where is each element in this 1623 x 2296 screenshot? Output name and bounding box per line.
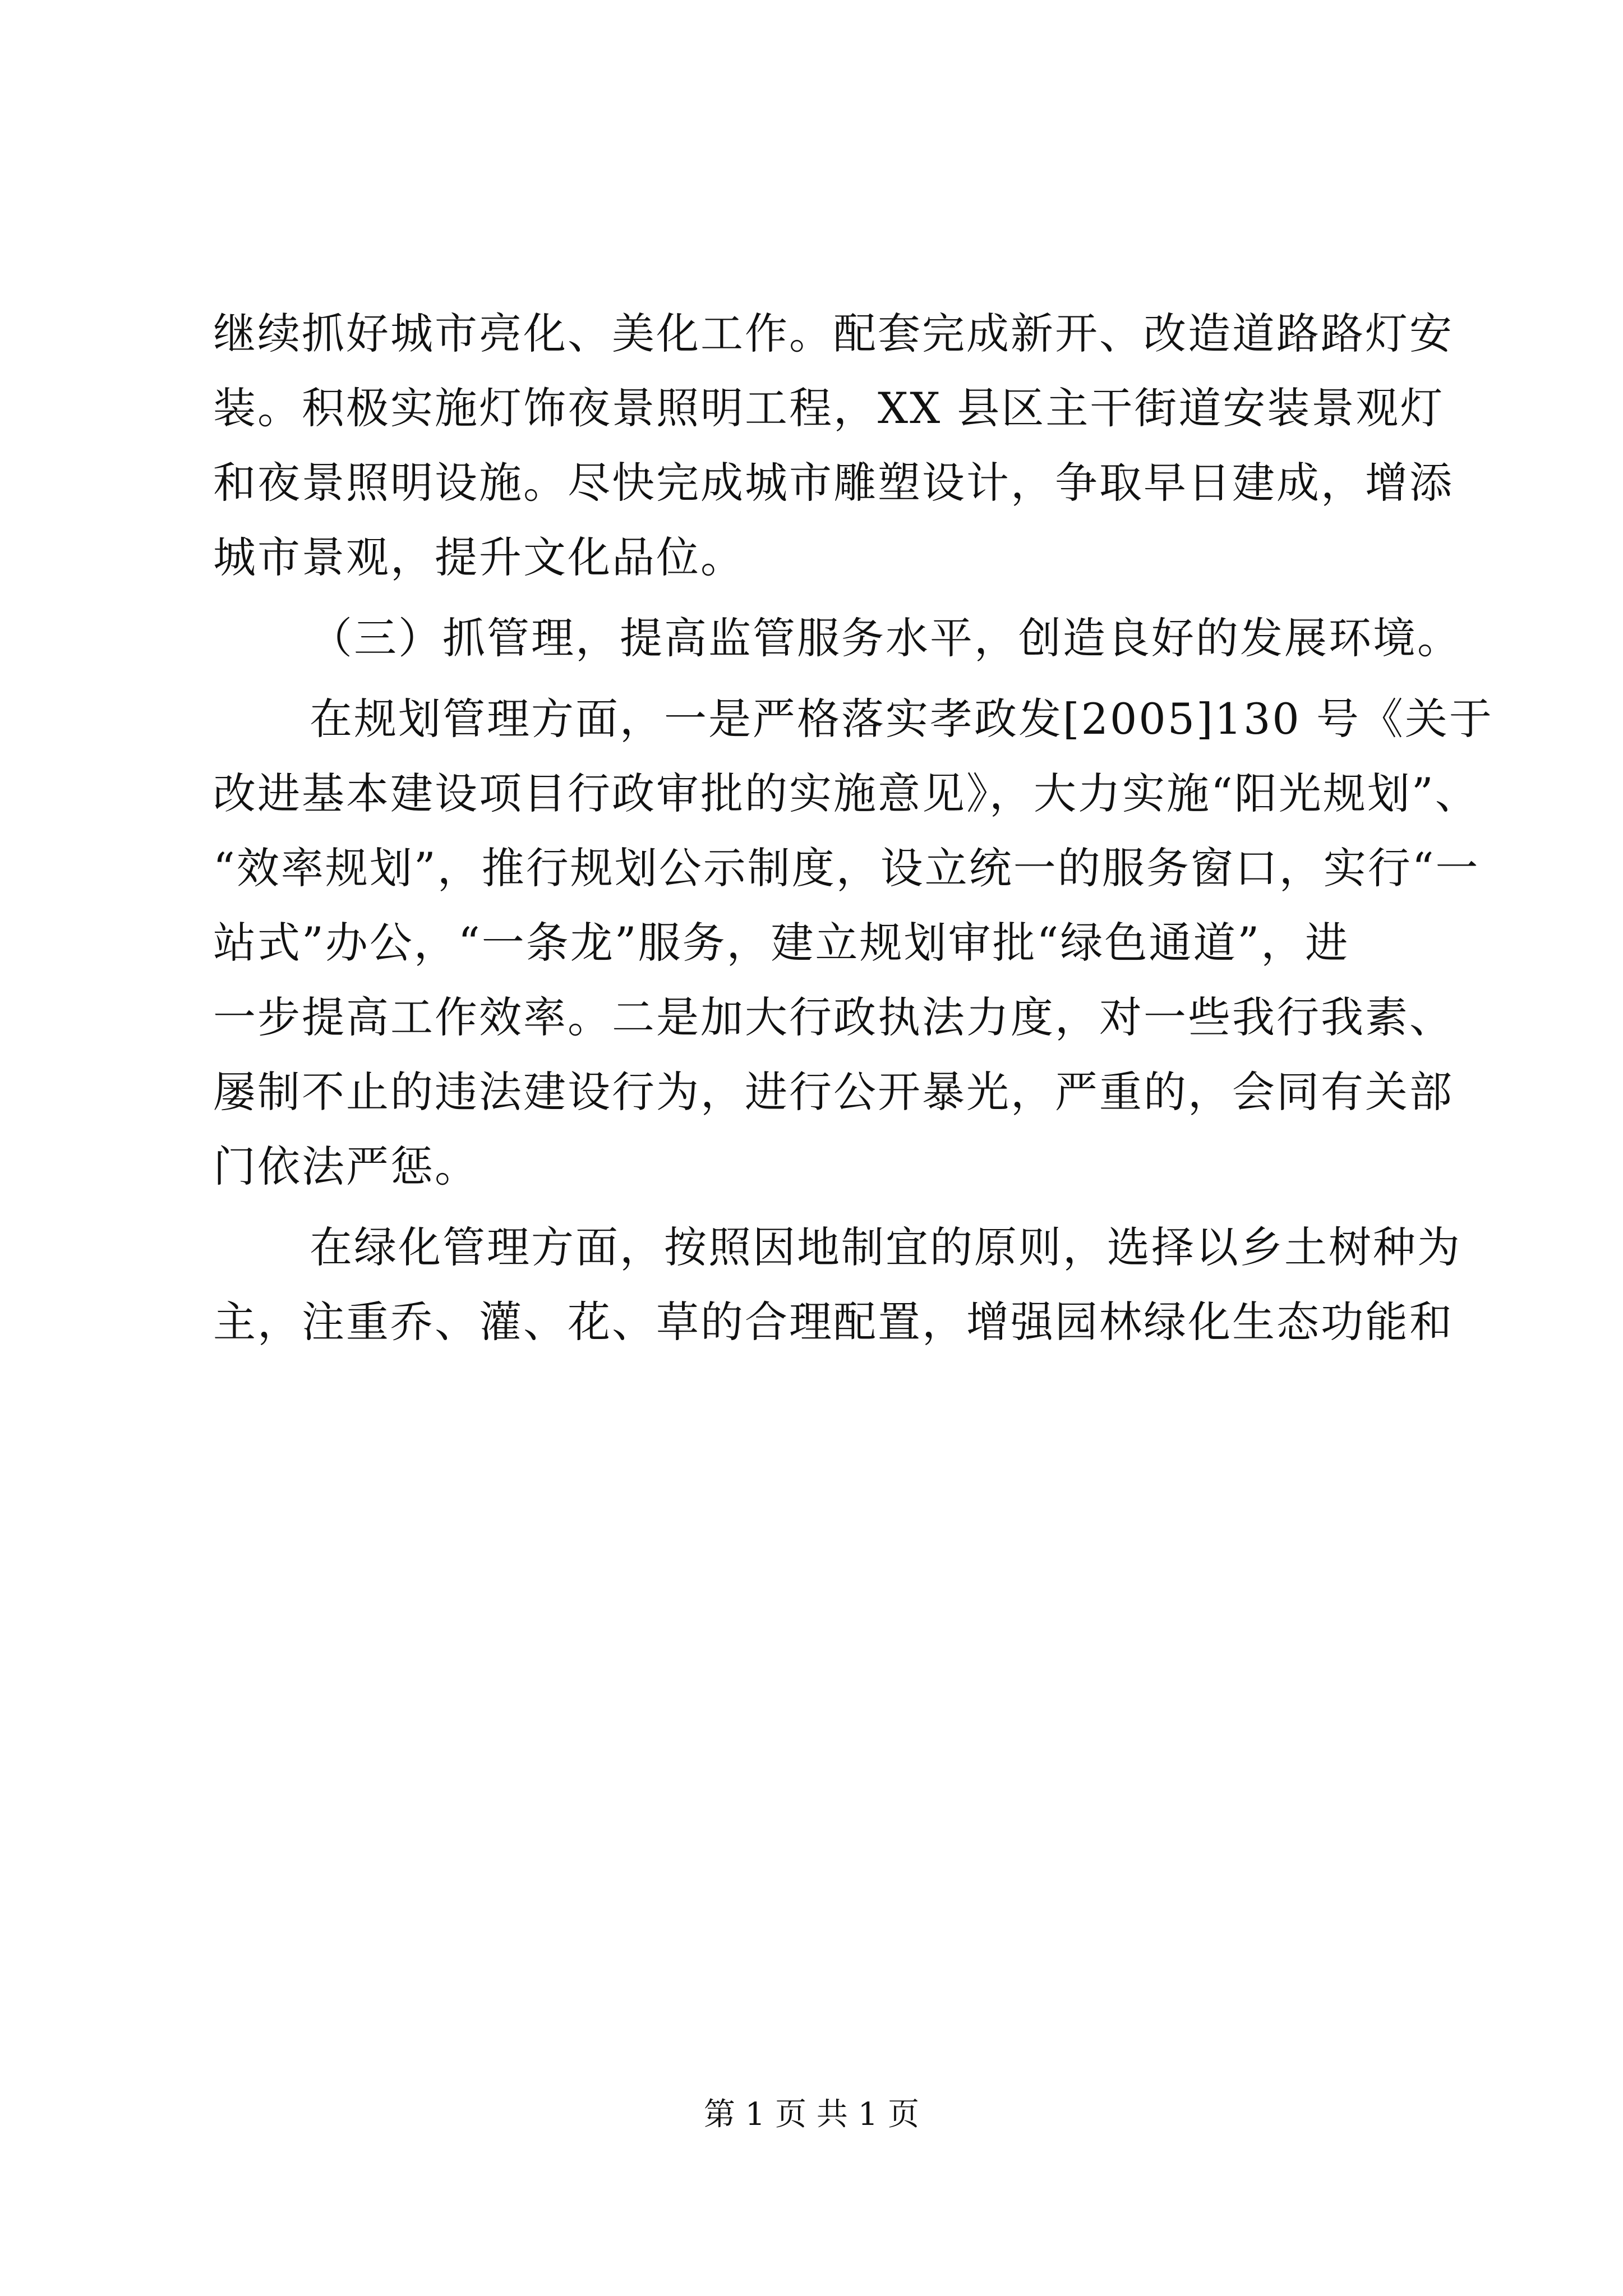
paragraph-line: 主，注重乔、灌、花、草的合理配置，增强园林绿化生态功能和	[213, 1297, 1454, 1347]
paragraph-line: “效率规划”，推行规划公示制度，设立统一的服务窗口，实行“一	[213, 843, 1480, 893]
paragraph-line: 门依法严惩。	[213, 1142, 479, 1191]
paragraph-line: 屡制不止的违法建设行为，进行公开暴光，严重的，会同有关部	[213, 1067, 1454, 1117]
section-heading: （三）抓管理，提高监管服务水平，创造良好的发展环境。	[310, 613, 1461, 663]
paragraph-line: 继续抓好城市亮化、美化工作。配套完成新开、改造道路路灯安	[213, 309, 1454, 358]
paragraph-line: 装。积极实施灯饰夜景照明工程，XX 县区主干街道安装景观灯	[213, 383, 1445, 433]
paragraph-line: 和夜景照明设施。尽快完成城市雕塑设计，争取早日建成，增添	[213, 458, 1454, 508]
paragraph-line: 一步提高工作效率。二是加大行政执法力度，对一些我行我素、	[213, 992, 1454, 1042]
paragraph-line: 在绿化管理方面，按照因地制宜的原则，选择以乡土树种为	[310, 1222, 1461, 1272]
paragraph-line: 城市景观，提升文化品位。	[213, 532, 745, 582]
paragraph-line: 在规划管理方面，一是严格落实孝政发[2005]130 号《关于	[310, 694, 1493, 744]
paragraph-line: 站式”办公，“一条龙”服务，建立规划审批“绿色通道”，进	[213, 918, 1350, 968]
page-number-footer: 第 1 页 共 1 页	[703, 2096, 920, 2133]
paragraph-line: 改进基本建设项目行政审批的实施意见》，大力实施“阳光规划”、	[213, 769, 1479, 818]
